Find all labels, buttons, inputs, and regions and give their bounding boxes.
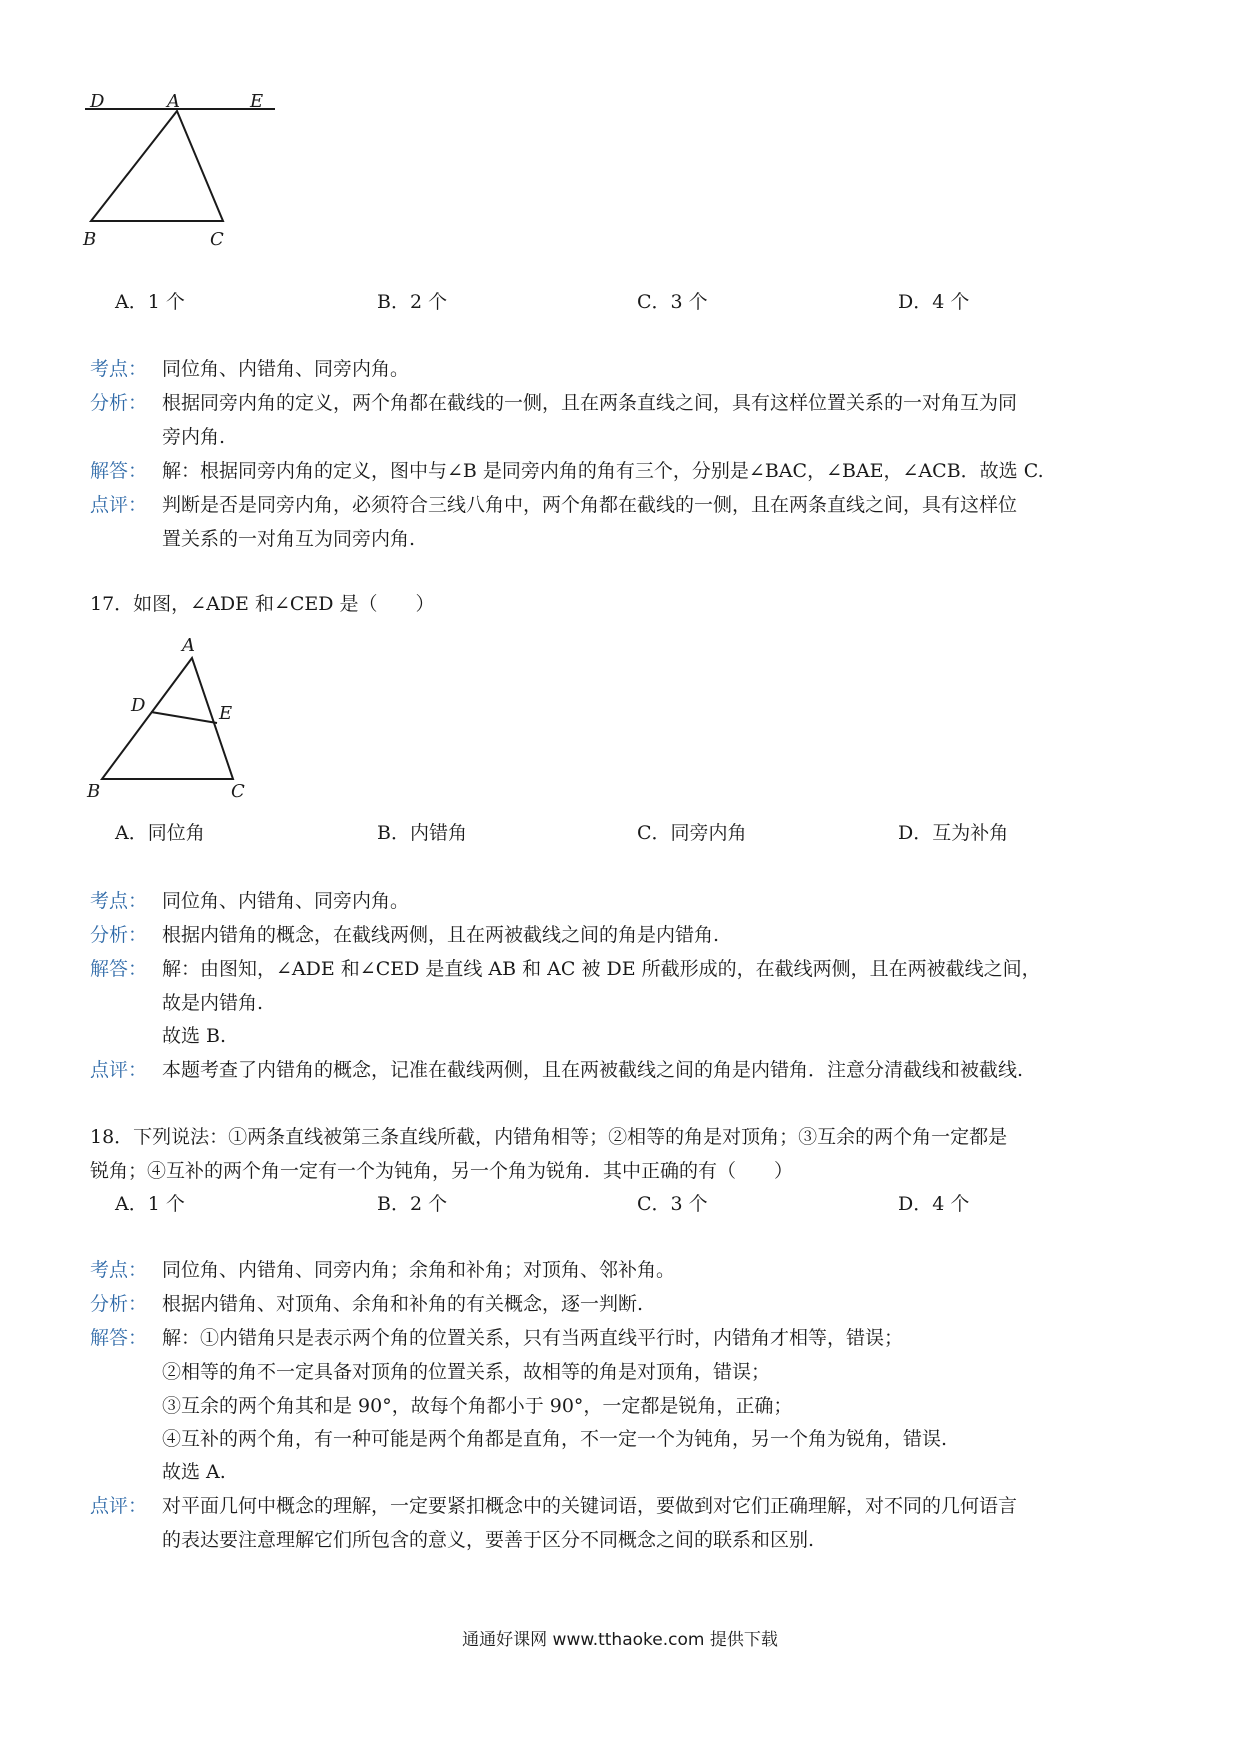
label-a: A (167, 91, 180, 112)
dianping-line: 对平面几何中概念的理解，一定要紧扣概念中的关键词语，要做到对它们正确理解，对不同的几何语言 (162, 1495, 1018, 1517)
jieda-line: 故选 B. (162, 1025, 227, 1047)
figure-triangle-line-de (83, 91, 295, 275)
q18-fenxi (90, 1287, 643, 1321)
q16-kaodian (90, 352, 409, 386)
dianping-line: 置关系的一对角互为同旁内角. (162, 528, 416, 550)
fenxi-line: 旁内角. (162, 426, 226, 448)
label-d: D (90, 91, 105, 112)
q17-dianping (90, 1053, 1023, 1087)
q16-dianping (90, 488, 1017, 522)
q18-option-b: B．2 个 (377, 1193, 448, 1215)
q17-option-d: D．互为补角 (898, 822, 1009, 844)
q17-fenxi (90, 918, 719, 952)
kaodian-label: 考点： (90, 890, 148, 912)
fenxi-line: 根据内错角、对顶角、余角和补角的有关概念，逐一判断. (162, 1293, 644, 1315)
q17-question: 17．如图，∠ADE 和∠CED 是（ ） (90, 593, 435, 615)
fenxi-label: 分析： (90, 1293, 148, 1315)
q18-option-a: A．1 个 (115, 1193, 185, 1215)
q17-kaodian (90, 884, 409, 918)
jieda-line: 故选 A. (162, 1461, 226, 1483)
q18-kaodian (90, 1253, 675, 1287)
q18-option-d: D．4 个 (898, 1193, 970, 1215)
dianping-line: 的表达要注意理解它们所包含的意义，要善于区分不同概念之间的联系和区别. (162, 1529, 815, 1551)
jieda-label: 解答： (90, 958, 148, 980)
segment-de (151, 712, 217, 723)
jieda-line: 解：①内错角只是表示两个角的位置关系，只有当两直线平行时，内错角才相等，错误； (162, 1327, 904, 1349)
jieda-label: 解答： (90, 1327, 148, 1349)
jieda-line: ④互补的两个角，有一种可能是两个角都是直角，不一定一个为钝角，另一个角为锐角，错误. (162, 1428, 948, 1450)
kaodian-text: 同位角、内错角、同旁内角。 (162, 890, 410, 912)
kaodian-label: 考点： (90, 358, 148, 380)
q18-question: 18．下列说法：①两条直线被第三条直线所截，内错角相等；②相等的角是对顶角；③互余的两个角一定都是 (90, 1126, 1008, 1148)
q18-option-c: C．3 个 (637, 1193, 708, 1215)
q17-option-a: A．同位角 (115, 822, 205, 844)
q16-option-d: D．4 个 (898, 291, 970, 313)
q16-fenxi (90, 386, 1017, 420)
dianping-label: 点评： (90, 1495, 148, 1517)
fenxi-line: 根据同旁内角的定义，两个角都在截线的一侧，且在两条直线之间，具有这样位置关系的一对角互为同 (162, 392, 1018, 414)
q16-option-c: C．3 个 (637, 291, 708, 313)
figure-triangle-ade (85, 633, 255, 803)
dianping-line: 本题考查了内错角的概念，记准在截线两侧，且在两被截线之间的角是内错角．注意分清截线和被截线. (162, 1059, 1024, 1081)
q18-dianping (90, 1489, 1017, 1523)
kaodian-text: 同位角、内错角、同旁内角。 (162, 358, 410, 380)
label-c: C (210, 229, 224, 250)
label-e: E (219, 703, 233, 724)
fenxi-label: 分析： (90, 924, 148, 946)
kaodian-text: 同位角、内错角、同旁内角；余角和补角；对顶角、邻补角。 (162, 1259, 676, 1281)
q16-option-a: A．1 个 (115, 291, 185, 313)
dianping-label: 点评： (90, 494, 148, 516)
label-e: E (250, 91, 264, 112)
q16-option-b: B．2 个 (377, 291, 448, 313)
q17-option-b: B．内错角 (377, 822, 467, 844)
label-d: D (131, 695, 146, 716)
dianping-line: 判断是否是同旁内角，必须符合三线八角中，两个角都在截线的一侧，且在两条直线之间，具有这样位 (162, 494, 1018, 516)
kaodian-label: 考点： (90, 1259, 148, 1281)
dianping-label: 点评： (90, 1059, 148, 1081)
q18-question: 锐角；④互补的两个角一定有一个为钝角，另一个角为锐角．其中正确的有（ ） (90, 1160, 794, 1182)
q16-jieda (90, 454, 1044, 488)
jieda-line: 解：根据同旁内角的定义，图中与∠B 是同旁内角的角有三个，分别是∠BAC，∠BAE，∠ACB．故选 C. (162, 460, 1044, 482)
jieda-line: ②相等的角不一定具备对顶角的位置关系，故相等的角是对顶角，错误； (162, 1361, 771, 1383)
triangle-abc (91, 111, 223, 221)
jieda-label: 解答： (90, 460, 148, 482)
q17-jieda (90, 952, 1041, 986)
label-a: A (182, 635, 195, 656)
label-c: C (231, 781, 245, 802)
fenxi-line: 根据内错角的概念，在截线两侧，且在两被截线之间的角是内错角. (162, 924, 720, 946)
q17-option-c: C．同旁内角 (637, 822, 747, 844)
jieda-line: 故是内错角. (162, 992, 264, 1014)
jieda-line: ③互余的两个角其和是 90°，故每个角都小于 90°，一定都是锐角，正确； (162, 1395, 793, 1417)
fenxi-label: 分析： (90, 392, 148, 414)
label-b: B (87, 781, 101, 802)
jieda-line: 解：由图知，∠ADE 和∠CED 是直线 AB 和 AC 被 DE 所截形成的，在截线两侧，且在两被截线之间， (162, 958, 1041, 980)
page-footer: 通通好课网 www.tthaoke.com 提供下载 (462, 1630, 778, 1650)
label-b: B (83, 229, 97, 250)
q18-jieda (90, 1321, 903, 1355)
triangle-abc (102, 658, 233, 779)
